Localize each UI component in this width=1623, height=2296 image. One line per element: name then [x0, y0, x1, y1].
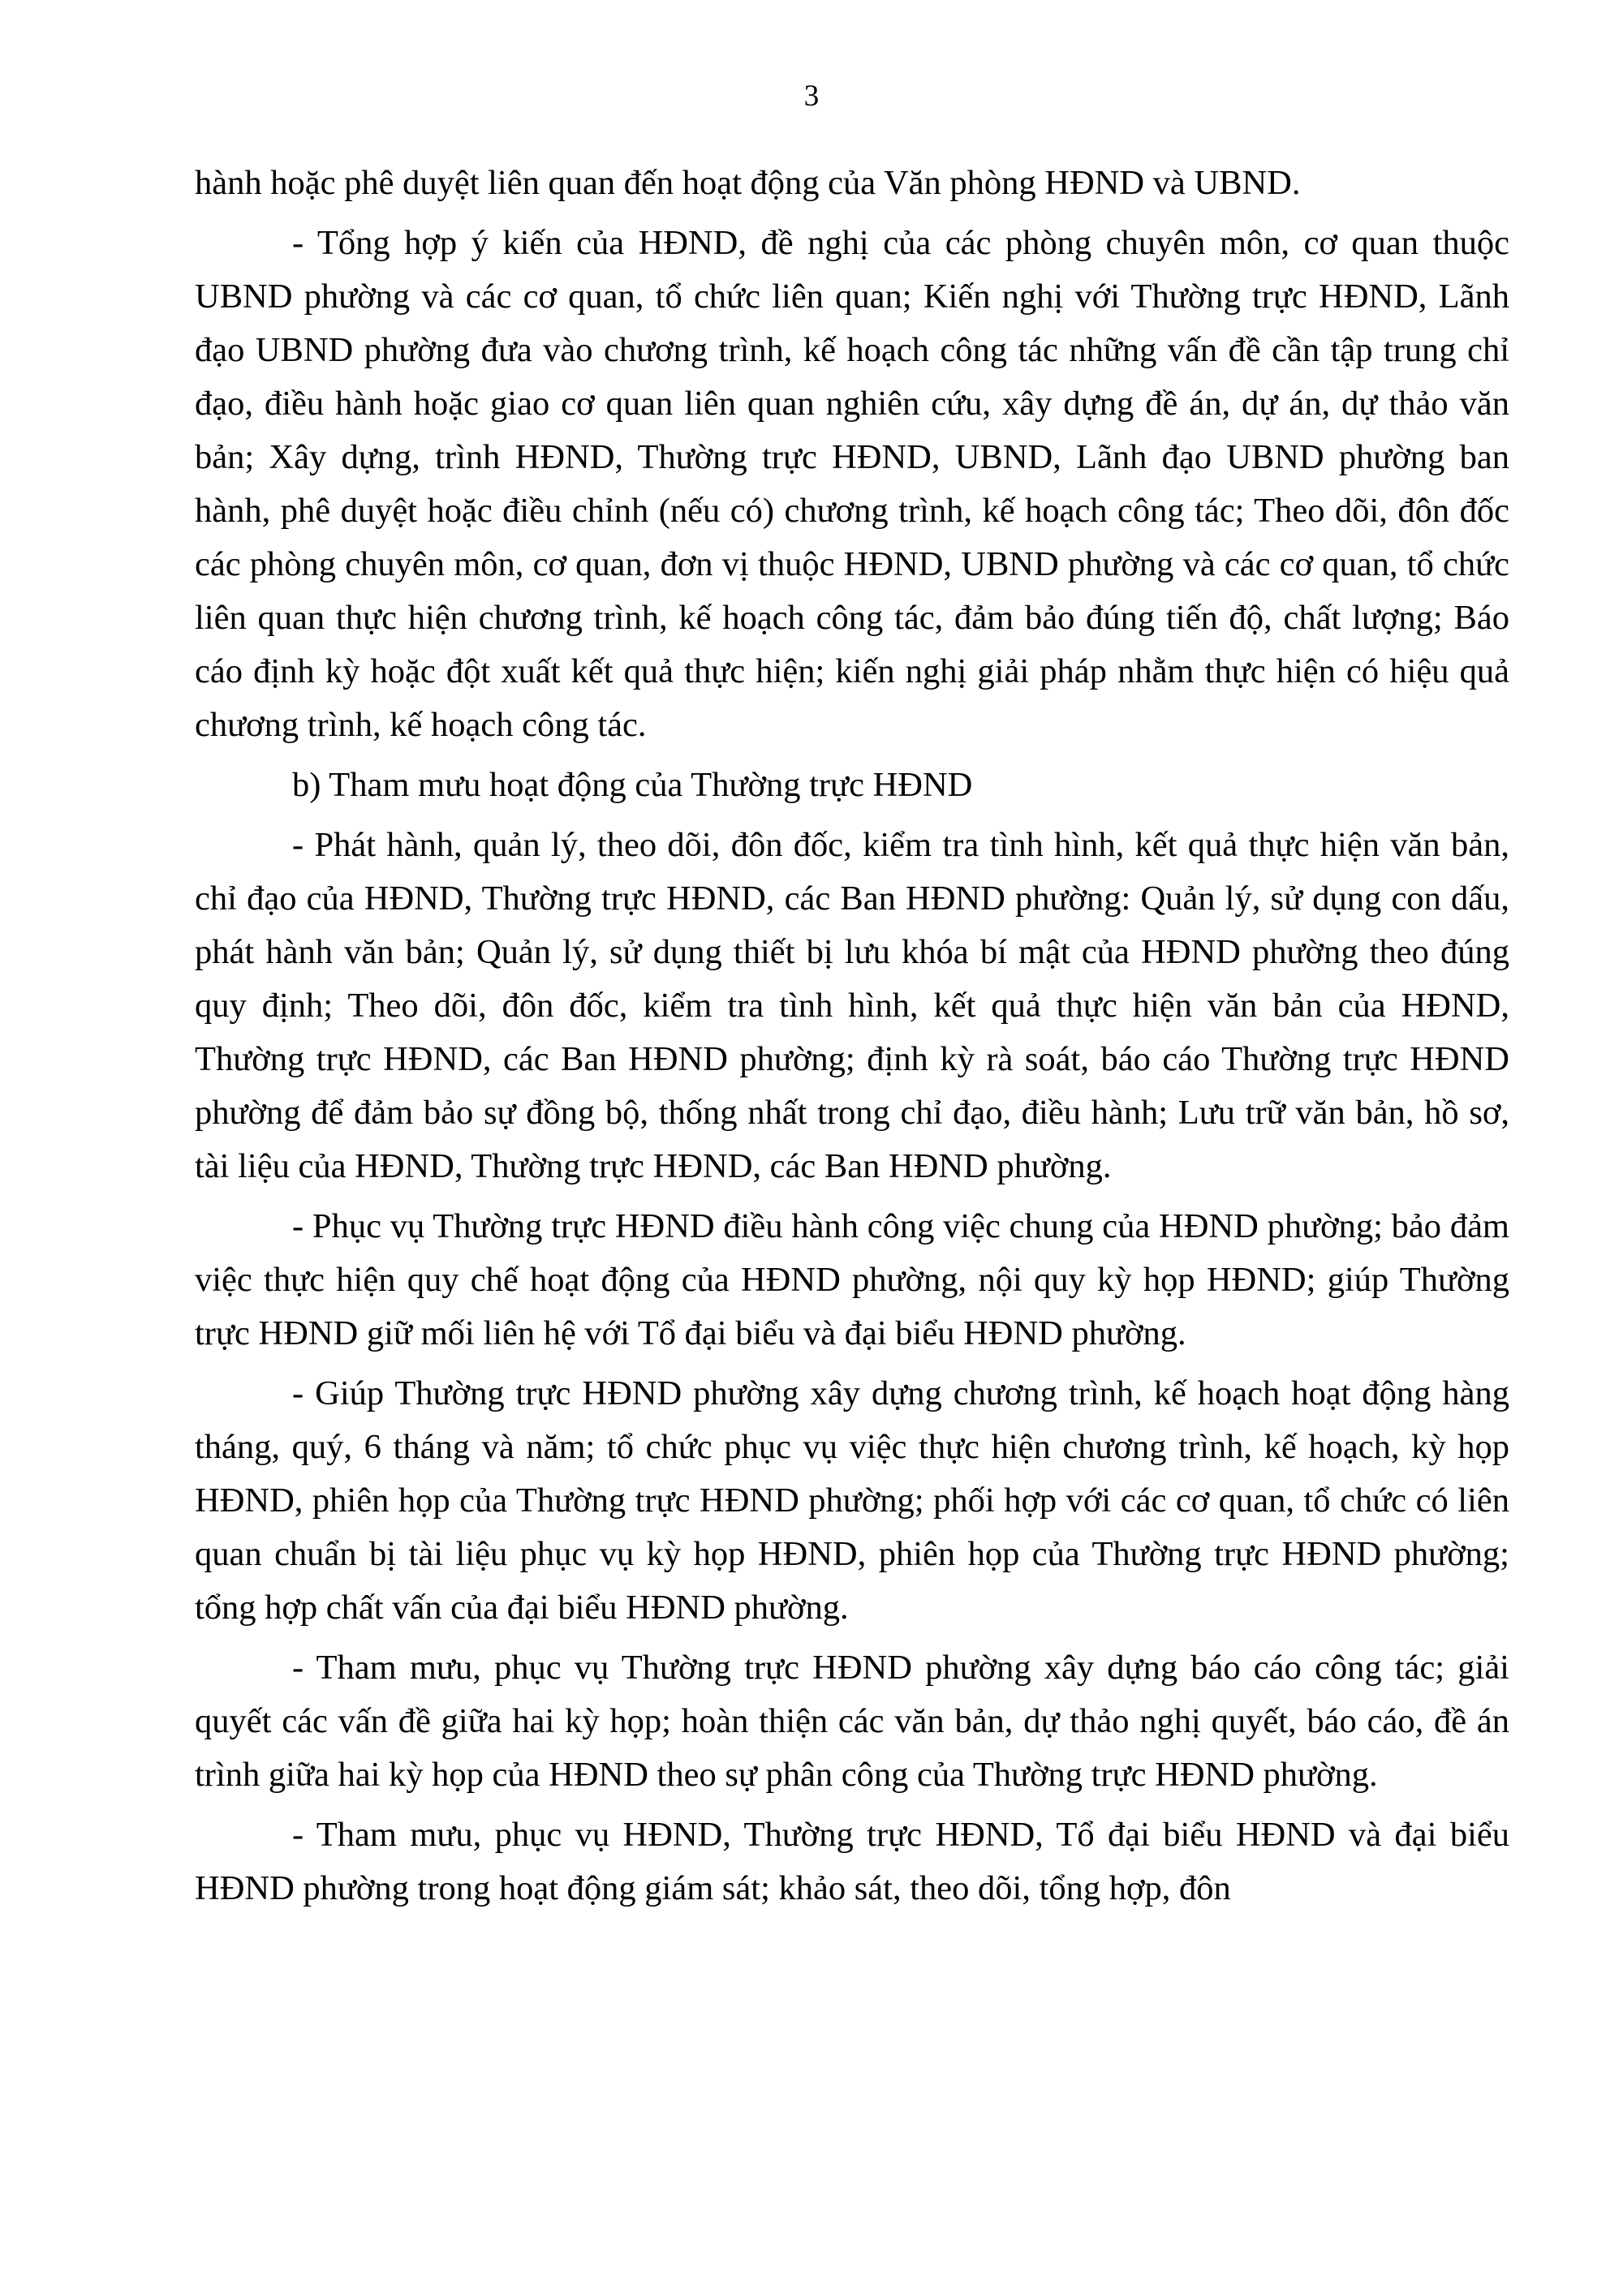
paragraph-work-program: - Giúp Thường trực HĐND phường xây dựng chương trình, kế hoạch hoạt động hàng tháng, quý, 6 tháng và năm; tổ chức phục vụ việc thực hiện chương trình, kế hoạch, kỳ họp HĐND, phiên họp của Thường trực HĐND phường; phối hợp với các cơ quan, tổ chức có liên quan chuẩn bị tài liệu phục vụ kỳ họp HĐND, phiên họp của Thường trực HĐND phường; tổng hợp chất vấn của đại biểu HĐND phường.	[195, 1374, 1509, 1627]
paragraph-advising-reports: - Tham mưu, phục vụ Thường trực HĐND phường xây dựng báo cáo công tác; giải quyết các vấn đề giữa hai kỳ họp; hoàn thiện các văn bản, dự thảo nghị quyết, báo cáo, đề án trình giữa hai kỳ họp của HĐND theo sự phân công của Thường trực HĐND phường.	[195, 1649, 1509, 1794]
paragraph-summary-opinions: - Tổng hợp ý kiến của HĐND, đề nghị của các phòng chuyên môn, cơ quan thuộc UBND phường và các cơ quan, tổ chức liên quan; Kiến nghị với Thường trực HĐND, Lãnh đạo UBND phường đưa vào chương trình, kế hoạch công tác những vấn đề cần tập trung chỉ đạo, điều hành hoặc giao cơ quan liên quan nghiên cứu, xây dựng đề án, dự án, dự thảo văn bản; Xây dựng, trình HĐND, Thường trực HĐND, UBND, Lãnh đạo UBND phường ban hành, phê duyệt hoặc điều chỉnh (nếu có) chương trình, kế hoạch công tác; Theo dõi, đôn đốc các phòng chuyên môn, cơ quan, đơn vị thuộc HĐND, UBND phường và các cơ quan, tổ chức liên quan thực hiện chương trình, kế hoạch công tác, đảm bảo đúng tiến độ, chất lượng; Báo cáo định kỳ hoặc đột xuất kết quả thực hiện; kiến nghị giải pháp nhằm thực hiện có hiệu quả chương trình, kế hoạch công tác.	[195, 224, 1509, 744]
document-body	[195, 157, 1509, 1922]
paragraph-continuation: hành hoặc phê duyệt liên quan đến hoạt động của Văn phòng HĐND và UBND.	[195, 164, 1301, 202]
section-heading-b: b) Tham mưu hoạt động của Thường trực HĐND	[292, 766, 973, 804]
paragraph-issuing-documents: - Phát hành, quản lý, theo dõi, đôn đốc, kiểm tra tình hình, kết quả thực hiện văn bản, chỉ đạo của HĐND, Thường trực HĐND, các Ban HĐND phường: Quản lý, sử dụng con dấu, phát hành văn bản; Quản lý, sử dụng thiết bị lưu khóa bí mật của HĐND phường theo đúng quy định; Theo dõi, đôn đốc, kiểm tra tình hình, kết quả thực hiện văn bản của HĐND, Thường trực HĐND, các Ban HĐND phường; định kỳ rà soát, báo cáo Thường trực HĐND phường để đảm bảo sự đồng bộ, thống nhất trong chỉ đạo, điều hành; Lưu trữ văn bản, hồ sơ, tài liệu của HĐND, Thường trực HĐND, các Ban HĐND phường.	[195, 826, 1509, 1185]
paragraph-supervision: - Tham mưu, phục vụ HĐND, Thường trực HĐND, Tổ đại biểu HĐND và đại biểu HĐND phường trong hoạt động giám sát; khảo sát, theo dõi, tổng hợp, đôn	[195, 1816, 1509, 1907]
page-number: 3	[803, 80, 820, 113]
paragraph-serving-standing-committee: - Phục vụ Thường trực HĐND điều hành công việc chung của HĐND phường; bảo đảm việc thực hiện quy chế hoạt động của HĐND phường, nội quy kỳ họp HĐND; giúp Thường trực HĐND giữ mối liên hệ với Tổ đại biểu và đại biểu HĐND phường.	[195, 1207, 1509, 1352]
